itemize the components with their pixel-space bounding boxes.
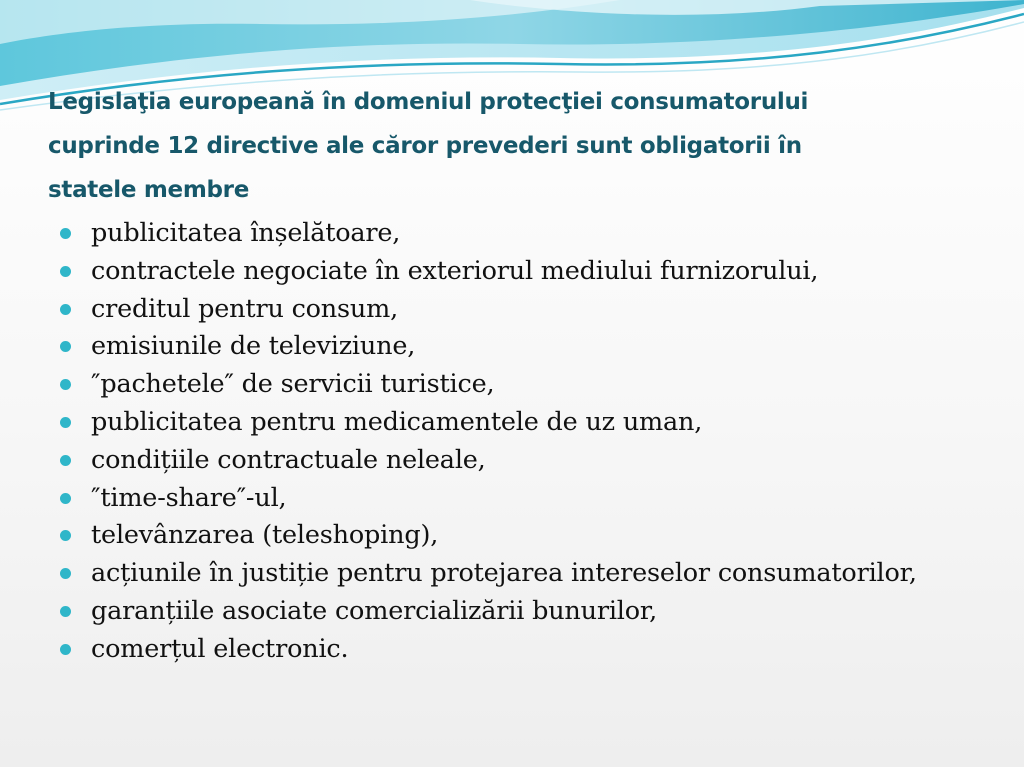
list-item-text: creditul pentru consum, — [91, 293, 399, 324]
slide-title-line-1: Legislaţia europeană în domeniul protecţiei consumatorului — [48, 89, 809, 115]
list-item-text: ″pachetele″ de servicii turistice, — [91, 369, 495, 400]
list-item-text: condițiile contractuale neleale, — [91, 444, 486, 475]
list-item-text: comerțul electronic. — [91, 633, 349, 664]
list-item — [60, 404, 1000, 442]
list-item — [60, 631, 1000, 669]
list-item — [60, 442, 1000, 480]
list-item — [60, 593, 1000, 631]
bullet-dot-icon — [60, 228, 71, 239]
list-item-text: publicitatea pentru medicamentele de uz uman, — [91, 406, 703, 437]
bullet-dot-icon — [60, 530, 71, 541]
list-item — [60, 328, 1000, 366]
bullet-dot-icon — [60, 493, 71, 504]
list-item-text: acțiunile în justiție pentru protejarea intereselor consumatorilor, — [91, 558, 917, 589]
list-item — [60, 555, 1000, 593]
slide-title-line-2: cuprinde 12 directive ale căror prevederi sunt obligatorii în — [48, 133, 802, 159]
bullet-dot-icon — [60, 568, 71, 579]
list-item-text: garanțiile asociate comercializării bunurilor, — [91, 595, 658, 626]
bullet-dot-icon — [60, 606, 71, 617]
bullet-dot-icon — [60, 304, 71, 315]
list-item-text: televânzarea (teleshoping), — [91, 520, 439, 551]
list-item — [60, 291, 1000, 329]
bullet-dot-icon — [60, 341, 71, 352]
list-item — [60, 253, 1000, 291]
slide-title — [48, 80, 948, 212]
list-item-text: ″time-share″-ul, — [91, 482, 287, 513]
list-item-text: contractele negociate în exteriorul mediului furnizorului, — [91, 255, 819, 286]
list-item — [60, 517, 1000, 555]
list-item-text: emisiunile de televiziune, — [91, 331, 416, 362]
bullet-dot-icon — [60, 379, 71, 390]
bullet-dot-icon — [60, 417, 71, 428]
bullet-dot-icon — [60, 644, 71, 655]
list-item — [60, 215, 1000, 253]
bullet-dot-icon — [60, 455, 71, 466]
slide-title-line-3: statele membre — [48, 177, 250, 203]
directive-list — [60, 215, 1000, 669]
list-item — [60, 480, 1000, 518]
bullet-dot-icon — [60, 266, 71, 277]
list-item-text: publicitatea înșelătoare, — [91, 218, 401, 248]
list-item — [60, 366, 1000, 404]
